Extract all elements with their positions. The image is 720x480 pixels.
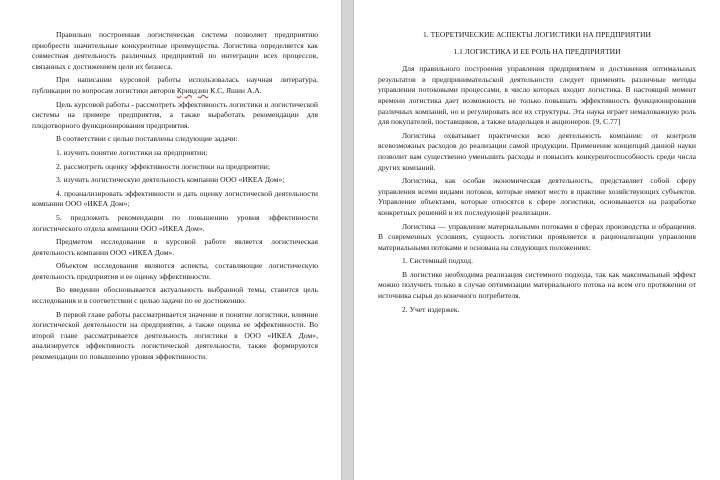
paragraph: Правильно построенная логистическая система позволяет предприятию приобрести значительные конкурентные преимущества. Логистика определяется как совместная деятельность различных предприятий по интеграции всех процессов, связанных с достижением цели их бизнеса. — [32, 30, 318, 71]
section-title: 1.1 ЛОГИСТИКА И ЕЕ РОЛЬ НА ПРЕДПРИЯТИИ — [453, 46, 621, 56]
task-item: 4. проанализировать эффективности и дать оценку логистической деятельности компании ООО «ИКЕА Дом»; — [32, 188, 318, 209]
task-item: 1. изучить понятие логистики на предприятии; — [56, 147, 208, 157]
paragraph: Во введении обосновывается актуальность выбранной темы, ставится цель исследования и в соответствии с целью задачи по ее достижению. — [32, 285, 318, 306]
right-page — [354, 0, 720, 480]
list-item: 2. Учет издержек. — [402, 304, 460, 314]
paragraph: Логистика охватывает практически всю деятельность компании: от контроля всевозможных расходов до реализации самой продукции. Применение концепций данной науки позволит вам существенно уменьшить расходы и повысить конкурентоспособность среди числа других компаний. — [378, 130, 696, 172]
paragraph: Логистика, как особая экономическая деятельность, представляет собой сферу управления всеми видами потоков, которые имеют место в практике хозяйствующих субъектов. Управление объектами, которые относятся к сфере логистики, основывается на разработке конкретных решений и их последующей реализации. — [378, 176, 696, 217]
paragraph: В логистике необходима реализация системного подхода, так как максимальный эффект можно получить только в случае оптимизации материального потока на всем его протяжении от источника сырья до конечного потребителя. — [378, 269, 696, 301]
paragraph: В соответствии с целью поставлены следующие задачи: — [56, 134, 238, 144]
task-item: 3. изучить логистическую деятельность компании ООО «ИКЕА Дом»; — [56, 175, 285, 185]
paragraph: В первой главе работы рассматривается значение и понятие логистики, влияние логистической деятельности на предприятии, а также оценка ее эффективности. Во второй главе рассматривается деятельность логистики в ООО «ИКЕА Дом», анализируется эффективность логистической деятельности, также формируются рекомендации по повышению уровня эффективности. — [32, 309, 318, 362]
paragraph: Объектом исследования являются аспекты, составляющие логистическую деятельность предприятия и ее оценку эффективности. — [32, 261, 318, 281]
text-segment: При написании курсовой работы использовалась научная литература, публикации по вопросам логистики авторов — [32, 75, 318, 95]
misspelled-word[interactable]: Кривдзин — [176, 85, 209, 95]
left-page-text — [32, 30, 318, 366]
left-page — [0, 0, 341, 480]
chapter-title: 1. ТЕОРЕТИЧЕСКИЕ АСПЕКТЫ ЛОГИСТИКИ НА ПРЕДПРИЯТИИ — [423, 30, 651, 39]
task-item: 2. рассмотреть оценку эффективности логистики на предприятии; — [56, 161, 270, 171]
paragraph: Для правильного построения управления предприятием и достижения оптимальных результатов в предпринимательской деятельности следует применять различные методы управления потоковыми процессами, в число которых входит логистика. В настоящий момент времени логистика дает возможность не только повышать эффективность функционирования различных компаний, но и регулировать все их структуры. Эта наука играет немаловажную роль для покупателей, поставщиков, а также владельцев и акционеров. [9, С.77] — [378, 64, 696, 127]
task-item: 5. предложить рекомендации по повышению уровня эффективности логистического отдела компании ООО «ИКЕА Дом». — [32, 212, 318, 233]
right-page-text — [378, 30, 696, 318]
text-segment: К.С, Яшин А.А. — [208, 85, 262, 95]
page-gutter — [341, 0, 354, 480]
paragraph: Логистика — управление материальными потоками в сферах производства и обращения. В современных условиях, сущность логистики проявляется в рационализации управления материальными потоками и основана на следующих положениях: — [378, 221, 696, 252]
paragraph — [32, 75, 318, 96]
paragraph: Предметом исследования в курсовой работе является логистическая деятельность компании ООО «ИКЕА Дом». — [32, 237, 318, 257]
paragraph: Цель курсовой работы - рассмотреть эффективность логистики и логистической системы на примере предприятия, а также выработать рекомендации для плодотворного функционирования предприятия. — [32, 99, 318, 130]
list-item: 1. Системный подход. — [402, 256, 474, 266]
